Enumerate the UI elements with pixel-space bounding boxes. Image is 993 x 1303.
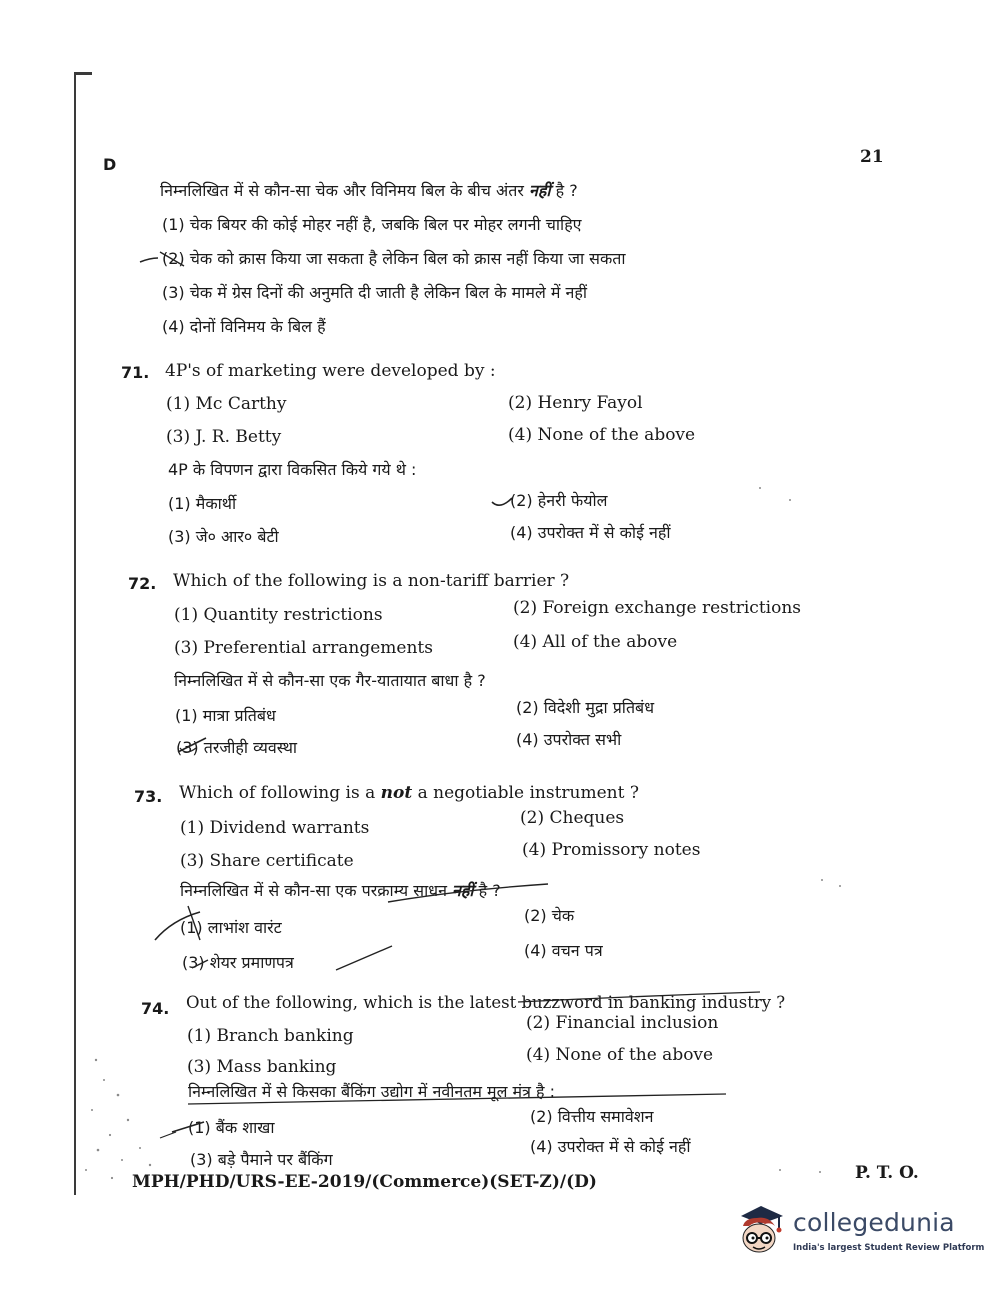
q71-hindi-option: (4) उपरोक्त में से कोई नहीं xyxy=(510,523,671,542)
q72-option: (2) Foreign exchange restrictions xyxy=(513,598,801,618)
q73-stem: Which of following is a not a negotiable instrument ? xyxy=(179,783,639,803)
q72-stem: Which of the following is a non-tariff barrier ? xyxy=(173,571,570,591)
paper-code: MPH/PHD/URS-EE-2019/(Commerce)(SET-Z)/(D) xyxy=(132,1172,597,1192)
q72-hindi-option: (2) विदेशी मुद्रा प्रतिबंध xyxy=(516,698,655,717)
q71-hindi-stem: 4P के विपणन द्वारा विकसित किये गये थे : xyxy=(168,460,417,479)
q70-option: (1) चेक बियर की कोई मोहर नहीं है, जबकि बिल पर मोहर लगनी चाहिए xyxy=(162,215,582,234)
q71-option: (2) Henry Fayol xyxy=(508,393,643,413)
tick-mark xyxy=(492,498,512,505)
q72-hindi-option: (1) मात्रा प्रतिबंध xyxy=(175,706,276,725)
q72-hindi-option: (4) उपरोक्त सभी xyxy=(516,730,622,749)
q72-option: (3) Preferential arrangements xyxy=(174,638,433,658)
emphasis-nahin: नहीं xyxy=(452,881,474,900)
q70-option: (2) चेक को क्रास किया जा सकता है लेकिन बिल को क्रास नहीं किया जा सकता xyxy=(162,249,626,268)
q71-hindi-option: (2) हेनरी फेयोल xyxy=(510,491,608,510)
q74-hindi-option: (2) वित्तीय समावेशन xyxy=(530,1107,654,1126)
q72-hindi-stem: निम्नलिखित में से कौन-सा एक गैर-यातायात बाधा है ? xyxy=(174,671,486,690)
q70-option: (3) चेक में ग्रेस दिनों की अनुमति दी जाती है लेकिन बिल के मामले में नहीं xyxy=(162,283,588,302)
emphasis-nahin: नहीं xyxy=(529,181,551,200)
pto-label: P. T. O. xyxy=(855,1163,919,1183)
q70-option: (4) दोनों विनिमय के बिल हैं xyxy=(162,317,326,336)
margin-line xyxy=(74,75,76,1195)
q71-option: (1) Mc Carthy xyxy=(166,394,287,414)
q73-option: (2) Cheques xyxy=(520,808,625,828)
collegedunia-watermark xyxy=(735,1200,985,1264)
tick-mark xyxy=(140,258,158,262)
q72-option: (1) Quantity restrictions xyxy=(174,605,383,625)
q73-option: (4) Promissory notes xyxy=(522,840,701,860)
brand-tagline: India's largest Student Review Platform xyxy=(793,1243,985,1253)
q71-option: (3) J. R. Betty xyxy=(166,427,282,447)
page-number: 21 xyxy=(860,147,884,167)
set-letter: D xyxy=(103,155,117,174)
margin-tick xyxy=(74,72,92,75)
q73-hindi-option: (2) चेक xyxy=(524,906,575,925)
q71-option: (4) None of the above xyxy=(508,425,696,445)
q73-option: (3) Share certificate xyxy=(180,851,354,871)
q74-hindi-stem: निम्नलिखित में से किसका बैंकिंग उद्योग में नवीनतम मूल मंत्र है : xyxy=(188,1082,555,1101)
q73-option: (1) Dividend warrants xyxy=(180,818,370,838)
question-number: 74. xyxy=(141,999,170,1018)
q71-hindi-option: (1) मैकार्थी xyxy=(168,494,237,513)
q74-option: (4) None of the above xyxy=(526,1045,714,1065)
q74-hindi-option: (4) उपरोक्त में से कोई नहीं xyxy=(530,1137,691,1156)
q74-stem: Out of the following, which is the latest buzzword in banking industry ? xyxy=(186,993,786,1012)
q71-hindi-option: (3) जे० आर० बेटी xyxy=(168,527,279,546)
pen-line xyxy=(160,1132,176,1138)
q72-option: (4) All of the above xyxy=(513,632,678,652)
student-mascot-icon xyxy=(735,1200,789,1260)
emphasis-not: not xyxy=(380,783,413,803)
q74-hindi-option: (1) बैंक शाखा xyxy=(188,1118,275,1137)
question-number: 71. xyxy=(121,363,150,382)
q74-hindi-option: (3) बड़े पैमाने पर बैंकिंग xyxy=(190,1150,333,1169)
q73-hindi-option: (4) वचन पत्र xyxy=(524,941,603,960)
q70-hindi-stem: निम्नलिखित में से कौन-सा चेक और विनिमय बिल के बीच अंतर नहीं है ? xyxy=(160,181,578,200)
q73-hindi-option: (3) शेयर प्रमाणपत्र xyxy=(182,953,294,972)
q73-hindi-option: (1) लाभांश वारंट xyxy=(180,918,282,937)
question-number: 73. xyxy=(134,787,163,806)
q74-option: (1) Branch banking xyxy=(187,1026,354,1046)
q74-option: (2) Financial inclusion xyxy=(526,1013,719,1033)
brand-name: collegedunia xyxy=(793,1208,955,1237)
q74-option: (3) Mass banking xyxy=(187,1057,337,1077)
q73-hindi-stem: निम्नलिखित में से कौन-सा एक परक्राम्य साधन नहीं है ? xyxy=(180,881,501,900)
q72-hindi-option: (3) तरजीही व्यवस्था xyxy=(176,738,298,757)
pen-line xyxy=(336,946,392,970)
question-number: 72. xyxy=(128,574,157,593)
q71-stem: 4P's of marketing were developed by : xyxy=(165,361,496,381)
